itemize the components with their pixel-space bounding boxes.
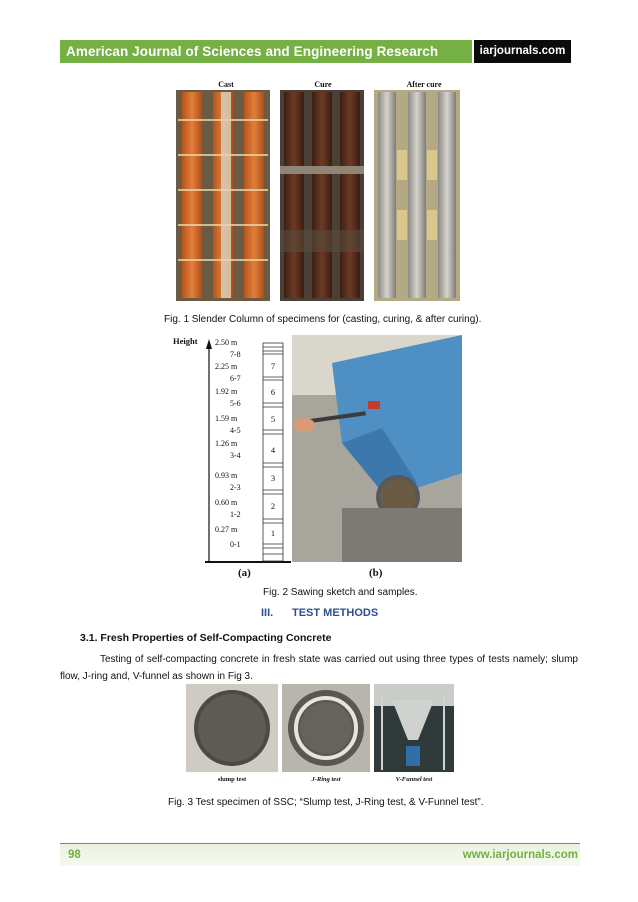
fig3-label-slump: slump test — [217, 776, 247, 783]
fig2-range-5-6: 5-6 — [230, 399, 241, 408]
subsection-title: 3.1. Fresh Properties of Self-Compacting Concrete — [80, 632, 332, 644]
fig2-height-2.25: 2.25 m — [215, 362, 238, 371]
fig1-panel-after-cure — [374, 90, 460, 301]
fig2-range-3-4: 3-4 — [230, 451, 241, 460]
fig2-segment-2: 2 — [270, 501, 276, 511]
fig1-panel-cure — [280, 90, 364, 301]
fig2-height-2.50: 2.50 m — [215, 338, 238, 347]
fig2-range-2-3: 2-3 — [230, 483, 241, 492]
figure-2-caption: Fig. 2 Sawing sketch and samples. — [263, 587, 418, 598]
fig2-height-0.27: 0.27 m — [215, 525, 238, 534]
fig2-segment-6: 6 — [270, 387, 276, 397]
fig1-label-cure: Cure — [314, 80, 332, 89]
fig2-height-1.26: 1.26 m — [215, 439, 238, 448]
figure-1-caption: Fig. 1 Slender Column of specimens for (casting, curing, & after curing). — [164, 314, 482, 325]
section-title: TEST METHODS — [292, 607, 379, 619]
fig2-range-7-8: 7-8 — [230, 350, 241, 359]
fig2-range-6-7: 6-7 — [230, 374, 241, 383]
fig2-height-0.93: 0.93 m — [215, 471, 238, 480]
fig3-jring-photo — [282, 684, 370, 784]
fig2-segment-7: 7 — [270, 361, 276, 371]
fig3-label-vfunnel: V-Funnel test — [395, 776, 433, 783]
fig2-segment-4: 4 — [270, 445, 276, 455]
fig1-panel-cast — [176, 90, 270, 301]
figure-2-image — [172, 333, 464, 581]
journal-site: iarjournals.com — [479, 45, 566, 57]
fig3-vfunnel-photo — [374, 684, 454, 784]
fig1-label-after-cure: After cure — [406, 80, 442, 89]
fig2-height-1.59: 1.59 m — [215, 414, 238, 423]
fig2-segment-3: 3 — [270, 473, 276, 483]
figure-1-image — [176, 80, 462, 304]
fig2-range-4-5: 4-5 — [230, 426, 241, 435]
fig2-segment-5: 5 — [270, 414, 276, 424]
fig2-height-0.60: 0.60 m — [215, 498, 238, 507]
fig2-label-b: (b) — [369, 567, 383, 579]
fig3-label-jring: J-Ring test — [311, 776, 341, 783]
fig2-height-1.92: 1.92 m — [215, 387, 238, 396]
fig2-segment-1: 1 — [270, 528, 276, 538]
fig3-slump-photo — [186, 684, 278, 784]
page-number: 98 — [68, 849, 81, 861]
body-paragraph: Testing of self-compacting concrete in fresh state was carried out using three types of tests namely; slump flow, J-ring and, V-funnel as shown in Fig 3. — [60, 654, 578, 682]
fig2-range-1-2: 1-2 — [230, 510, 241, 519]
fig2-sawing-sketch — [173, 336, 291, 579]
figure-3-caption: Fig. 3 Test specimen of SSC; “Slump test, J-Ring test, & V-Funnel test”. — [168, 797, 484, 808]
fig2-height-label: Height — [173, 336, 198, 346]
journal-title: American Journal of Sciences and Engineering Research — [66, 44, 439, 59]
footer-url-link[interactable]: www.iarjournals.com — [462, 849, 578, 861]
fig1-label-cast: Cast — [218, 80, 234, 89]
section-number: III. — [261, 607, 274, 619]
figure-3-image — [186, 684, 454, 784]
fig2-label-a: (a) — [238, 567, 251, 579]
fig2-range-0-1: 0-1 — [230, 540, 241, 549]
fig2-sawing-photo — [292, 335, 462, 579]
